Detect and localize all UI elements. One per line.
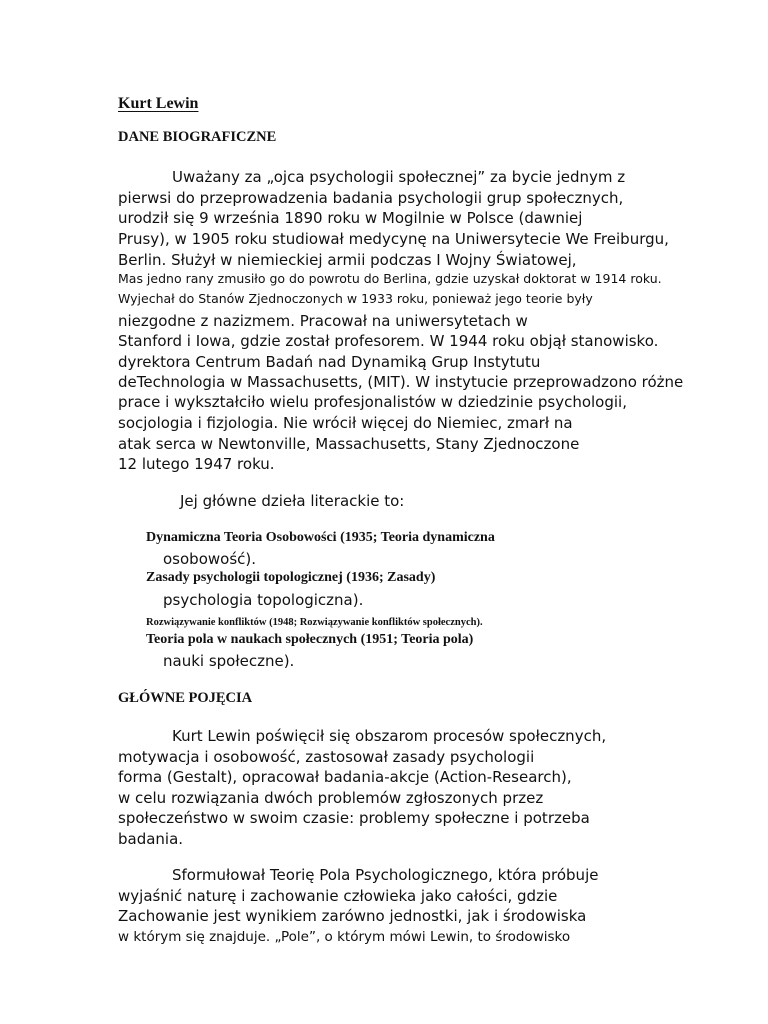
bio-line: Prusy), w 1905 roku studiował medycynę na Uniwersytecie We Freiburgu, bbox=[118, 230, 669, 248]
works-intro: Jej główne dzieła literackie to: bbox=[180, 492, 405, 510]
list-item bbox=[142, 632, 473, 648]
concepts-line: badania. bbox=[118, 830, 184, 848]
bio-line: Berlin. Służył w niemieckiej armii podczas I Wojny Światowej, bbox=[118, 251, 577, 269]
bio-line: prace i wykształciło wielu profesjonalistów w dziedzinie psychologii, bbox=[118, 393, 627, 411]
field-theory-line: wyjaśnić naturę i zachowanie człowieka jako całości, gdzie bbox=[118, 887, 558, 905]
bio-line: 12 lutego 1947 roku. bbox=[118, 455, 275, 473]
work-title-continuation: nauki społeczne). bbox=[163, 652, 295, 670]
work-title: Teoria pola w naukach społecznych (1951; Teoria pola) bbox=[146, 632, 474, 647]
bio-line: atak serca w Newtonville, Massachusetts, Stany Zjednoczone bbox=[118, 435, 580, 453]
concepts-line: forma (Gestalt), opracował badania-akcje (Action-Research), bbox=[118, 768, 572, 786]
concepts-line: Kurt Lewin poświęcił się obszarom procesów społecznych, bbox=[172, 727, 607, 745]
bio-line: urodził się 9 września 1890 roku w Mogilnie w Polsce (dawniej bbox=[118, 209, 583, 227]
field-theory-line: Zachowanie jest wynikiem zarówno jednostki, jak i środowiska bbox=[118, 907, 587, 925]
concepts-line: motywacja i osobowość, zastosował zasady psychologii bbox=[118, 748, 535, 766]
work-title: Zasady psychologii topologicznej (1936; Zasady) bbox=[146, 570, 436, 585]
list-item bbox=[142, 530, 495, 546]
work-title-continuation: osobowość). bbox=[163, 550, 256, 568]
bio-line: Stanford i Iowa, gdzie został profesorem. W 1944 roku objął stanowisko. bbox=[118, 332, 659, 350]
work-title: Rozwiązywanie konfliktów (1948; Rozwiązywanie konfliktów społecznych). bbox=[146, 617, 483, 628]
bio-line: socjologia i fizjologia. Nie wrócił więcej do Niemiec, zmarł na bbox=[118, 414, 573, 432]
bio-line: niezgodne z nazizmem. Pracował na uniwersytetach w bbox=[118, 312, 528, 330]
section-heading-biography: DANE BIOGRAFICZNE bbox=[118, 129, 277, 145]
bio-line: dyrektora Centrum Badań nad Dynamiką Grup Instytutu bbox=[118, 353, 541, 371]
bio-line: Wyjechał do Stanów Zjednoczonych w 1933 roku, ponieważ jego teorie były bbox=[118, 291, 593, 306]
work-title: Dynamiczna Teoria Osobowości (1935; Teoria dynamiczna bbox=[146, 530, 495, 545]
field-theory-line: w którym się znajduje. „Pole”, o którym mówi Lewin, to środowisko bbox=[118, 929, 571, 945]
work-title-continuation: psychologia topologiczna). bbox=[163, 591, 364, 609]
section-heading-concepts: GŁÓWNE POJĘCIA bbox=[118, 690, 253, 706]
document-title: Kurt Lewin bbox=[118, 95, 199, 112]
bio-line: Mas jedno rany zmusiło go do powrotu do Berlina, gdzie uzyskał doktorat w 1914 roku. bbox=[118, 271, 662, 286]
field-theory-line: Sformułował Teorię Pola Psychologicznego, która próbuje bbox=[172, 866, 599, 884]
concepts-line: społeczeństwo w swoim czasie: problemy społeczne i potrzeba bbox=[118, 809, 590, 827]
list-item bbox=[142, 570, 435, 586]
concepts-line: w celu rozwiązania dwóch problemów zgłoszonych przez bbox=[118, 789, 544, 807]
list-item bbox=[142, 614, 483, 629]
bio-line: pierwsi do przeprowadzenia badania psychologii grup społecznych, bbox=[118, 189, 624, 207]
bio-line: Uważany za „ojca psychologii społecznej” za bycie jednym z bbox=[172, 168, 626, 186]
bio-line: deTechnologia w Massachusetts, (MIT). W instytucie przeprowadzono różne bbox=[118, 373, 684, 391]
